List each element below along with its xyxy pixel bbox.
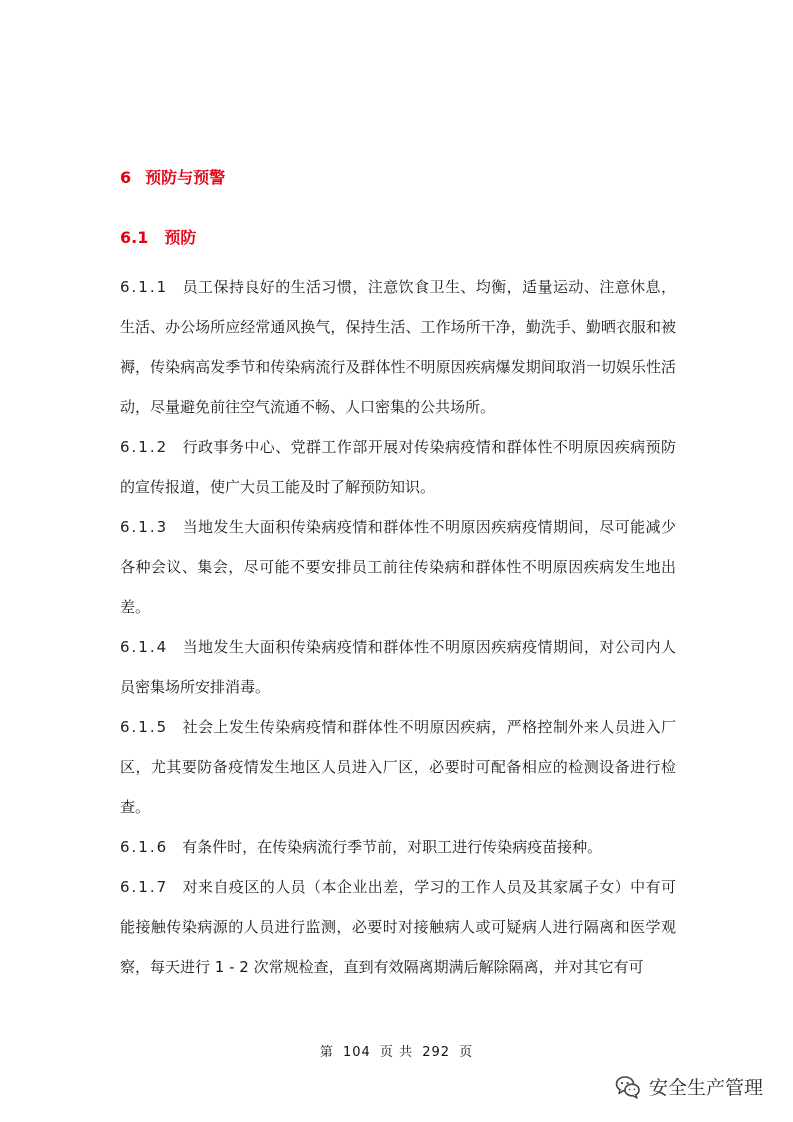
section-heading — [120, 165, 225, 188]
paragraph-6-1-1 — [120, 267, 676, 427]
clause-number: 6.1.4 — [120, 638, 169, 656]
total-pages-number: 292 — [422, 1045, 451, 1060]
paragraph-text: 对来自疫区的人员（本企业出差，学习的工作人员及其家属子女）中有可能接触传染病源的人员进行监测，必要时对接触病人或可疑病人进行隔离和医学观察，每天进行 1 - 2 次常规检查，直到有效隔离期满后解除隔离，并对其它有可 — [120, 878, 676, 976]
paragraph-text: 当地发生大面积传染病疫情和群体性不明原因疾病疫情期间，对公司内人员密集场所安排消毒。 — [120, 638, 676, 696]
paragraph-6-1-5 — [120, 707, 676, 827]
paragraph-6-1-2 — [120, 427, 676, 507]
paragraph-6-1-4 — [120, 627, 676, 707]
wechat-icon — [615, 1074, 641, 1100]
paragraph-text: 社会上发生传染病疫情和群体性不明原因疾病，严格控制外来人员进入厂区，尤其要防备疫情发生地区人员进入厂区，必要时可配备相应的检测设备进行检查。 — [120, 718, 676, 816]
paragraph-text: 行政事务中心、党群工作部开展对传染病疫情和群体性不明原因疾病预防的宣传报道，使广大员工能及时了解预防知识。 — [120, 438, 676, 496]
page-footer — [0, 1041, 793, 1060]
footer-suffix: 页 — [459, 1045, 474, 1060]
clause-number: 6.1.6 — [120, 838, 169, 856]
section-title: 预防与预警 — [145, 168, 226, 187]
paragraph-6-1-7 — [120, 867, 676, 987]
clause-number: 6.1.7 — [120, 878, 169, 896]
watermark — [615, 1073, 763, 1100]
paragraph-6-1-3 — [120, 507, 676, 627]
clause-number: 6.1.1 — [120, 278, 169, 296]
clause-number: 6.1.5 — [120, 718, 169, 736]
subsection-number: 6.1 — [120, 228, 149, 247]
paragraph-text: 当地发生大面积传染病疫情和群体性不明原因疾病疫情期间，尽可能减少各种会议、集会，尽可能不要安排员工前往传染病和群体性不明原因疾病发生地出差。 — [120, 518, 676, 616]
paragraph-6-1-6 — [120, 827, 676, 867]
section-number: 6 — [120, 168, 132, 187]
paragraph-text: 员工保持良好的生活习惯，注意饮食卫生、均衡，适量运动、注意休息，生活、办公场所应经常通风换气，保持生活、工作场所干净，勤洗手、勤晒衣服和被褥，传染病高发季节和传染病流行及群体性不明原因疾病爆发期间取消一切娱乐性活动，尽量避免前往空气流通不畅、人口密集的公共场所。 — [120, 278, 676, 416]
clause-number: 6.1.3 — [120, 518, 169, 536]
footer-middle: 页 共 — [379, 1045, 414, 1060]
clause-number: 6.1.2 — [120, 438, 169, 456]
subsection-title: 预防 — [164, 228, 197, 247]
body-text — [120, 267, 676, 987]
footer-prefix: 第 — [319, 1045, 334, 1060]
watermark-text: 安全生产管理 — [649, 1077, 764, 1099]
paragraph-text: 有条件时，在传染病流行季节前，对职工进行传染病疫苗接种。 — [182, 838, 603, 856]
subsection-heading — [120, 225, 196, 248]
current-page-number: 104 — [342, 1045, 371, 1060]
